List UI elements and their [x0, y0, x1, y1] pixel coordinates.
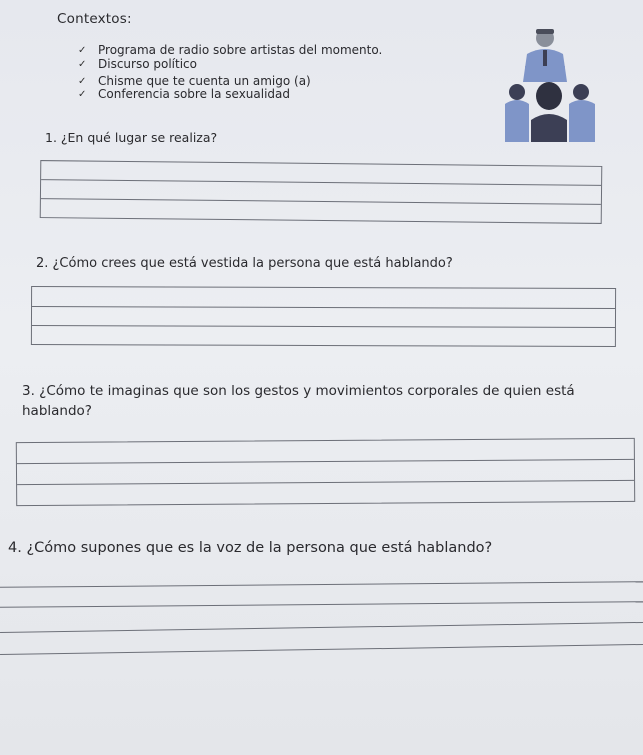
checkmark-icon: ✓	[78, 45, 87, 56]
answer-line-4[interactable]	[0, 601, 643, 608]
context-item	[78, 44, 382, 58]
checkmark-icon: ✓	[78, 58, 87, 70]
audience-head-right	[573, 84, 589, 100]
contexts-title: Contextos:	[57, 11, 132, 27]
audience-body-left	[505, 100, 529, 142]
answer-rule	[32, 325, 615, 328]
contexts-list	[78, 44, 382, 102]
context-item	[78, 88, 382, 102]
context-item-label: Chisme que te cuenta un amigo (a)	[98, 73, 311, 88]
context-item	[78, 58, 382, 72]
answer-area-2[interactable]	[31, 286, 616, 347]
context-item	[78, 75, 382, 89]
context-item-label: Programa de radio sobre artistas del momento.	[98, 43, 383, 57]
audience-head-left	[509, 84, 525, 100]
podium	[525, 66, 565, 76]
speaker-audience-illustration	[505, 24, 600, 142]
question-2: 2. ¿Cómo crees que está vestida la persona que está hablando?	[36, 256, 453, 271]
context-item-label: Discurso político	[98, 56, 197, 71]
checkmark-icon: ✓	[78, 89, 87, 101]
answer-rule	[17, 459, 634, 464]
answer-rule	[41, 179, 601, 186]
answer-area-3[interactable]	[16, 438, 635, 506]
answer-rule	[32, 306, 615, 309]
context-item-label: Conferencia sobre la sexualidad	[98, 87, 291, 102]
audience-head-center	[536, 82, 562, 110]
question-4: 4. ¿Cómo supones que es la voz de la persona que está hablando?	[8, 540, 493, 556]
answer-line-4[interactable]	[0, 581, 643, 588]
answer-rule	[17, 480, 634, 485]
speaker-hair	[536, 29, 554, 34]
answer-area-1[interactable]	[40, 160, 603, 224]
question-1: 1. ¿En qué lugar se realiza?	[45, 130, 218, 145]
speaker-tie	[543, 50, 547, 66]
checkmark-icon: ✓	[78, 75, 87, 87]
question-3: 3. ¿Cómo te imaginas que son los gestos y movimientos corporales de quien está hablando?	[22, 383, 575, 419]
answer-line-4[interactable]	[0, 622, 643, 633]
audience-body-center	[531, 114, 567, 142]
answer-line-4[interactable]	[0, 644, 643, 655]
audience-body-right	[569, 100, 595, 142]
answer-rule	[41, 198, 601, 205]
